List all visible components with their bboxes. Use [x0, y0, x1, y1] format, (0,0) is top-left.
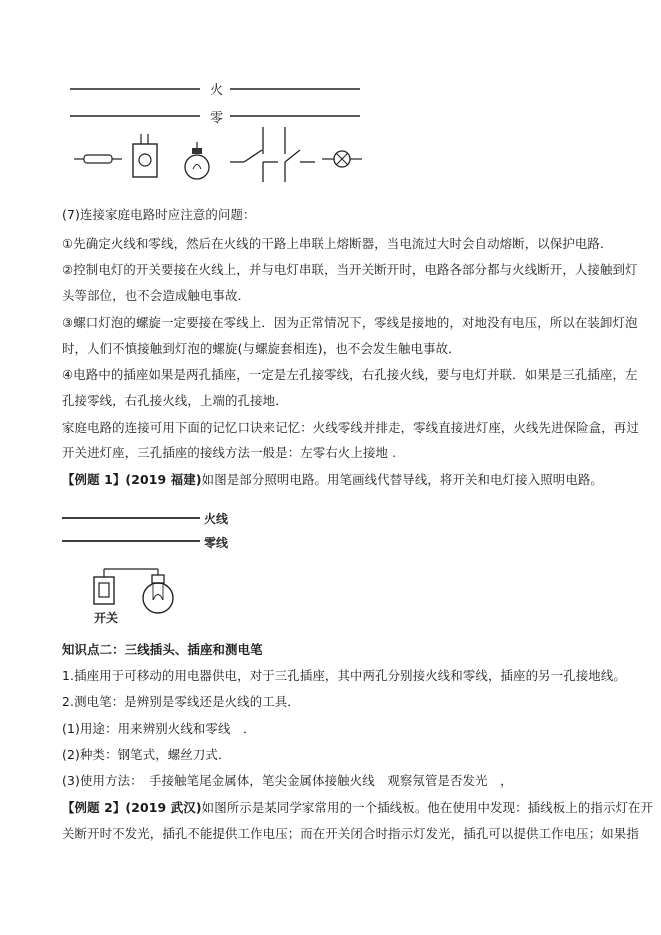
example-1-text: 如图是部分照明电路。用笔画线代替导线，将开关和电灯接入照明电路。 [201, 472, 603, 487]
live-wire-label-2: 火线 [204, 512, 229, 526]
figure-lighting-circuit [60, 505, 250, 630]
example-2-text: 如图所示是某同学家常用的一个插线板。他在使用中发现：插线板上的指示灯在开 [201, 800, 654, 815]
switch-box-symbol [133, 134, 157, 177]
section-2-paragraph-1: 1.插座用于可移动的用电器供电，对于三孔插座，其中两孔分别接火线和零线，插座的另一孔接地线。 [62, 668, 626, 683]
notes-heading: (7)连接家庭电路时应注意的问题： [62, 207, 256, 222]
lamp-symbol [322, 151, 362, 167]
neutral-wire-label-2: 零线 [204, 536, 229, 550]
double-throw-switch-symbol [230, 127, 315, 182]
tester-use: (1)用途：用来辨别火线和零线 ． [62, 721, 256, 736]
tester-method: (3)使用方法： 手接触笔尾金属体，笔尖金属体接触火线 观察氖管是否发光 ， [62, 773, 513, 788]
neutral-wire-label: 零 [210, 111, 224, 126]
example-1 [62, 472, 607, 488]
mnemonic-line-2: 开关进灯座，三孔插座的接线方法一般是：左零右火上接地 . [62, 445, 397, 460]
note-item-1: ①先确定火线和零线，然后在火线的干路上串联上熔断器，当电流过大时会自动熔断，以保护电路． [62, 236, 613, 251]
bulb-symbol [185, 142, 209, 179]
example-2-line-1 [62, 800, 654, 816]
mnemonic-line-1: 家庭电路的连接可用下面的记忆口诀来记忆：火线零线并排走，零线直接进灯座，火线先进保险盒，再过 [62, 420, 639, 435]
fuse-symbol [74, 155, 122, 163]
note-item-3-line-1: ③螺口灯泡的螺旋一定要接在零线上．因为正常情况下，零线是接地的，对地没有电压，所以在装卸灯泡 [62, 315, 638, 330]
live-wire-label: 火 [210, 83, 224, 98]
tester-types: (2)种类：钢笔式，螺丝刀式． [62, 747, 231, 762]
figure-household-circuit-symbols [60, 72, 380, 192]
section-2-paragraph-2: 2.测电笔：是辨别是零线还是火线的工具． [62, 694, 300, 709]
note-item-2-line-1: ②控制电灯的开关要接在火线上，并与电灯串联，当开关断开时，电路各部分都与火线断开，人接触到灯 [62, 262, 638, 277]
example-2-line-2: 关断开时不发光，插孔不能提供工作电压；而在开关闭合时指示灯发光，插孔可以提供工作电压；如果指 [62, 826, 639, 841]
note-item-4-line-1: ④电路中的插座如果是两孔插座，一定是左孔接零线，右孔接火线，要与电灯并联．如果是三孔插座，左 [62, 367, 638, 382]
example-1-tag: 【例题 1】(2019 福建) [62, 472, 202, 487]
note-item-4-line-2: 孔接零线，右孔接火线，上端的孔接地． [62, 393, 288, 408]
example-2-tag: 【例题 2】(2019 武汉) [62, 800, 202, 815]
bulb-icon [143, 569, 173, 613]
note-item-2-line-2: 头等部位，也不会造成触电事故． [62, 288, 251, 303]
note-item-3-line-2: 时，人们不慎接触到灯泡的螺旋(与螺旋套相连)，也不会发生触电事故． [62, 341, 461, 356]
switch-label: 开关 [94, 611, 119, 625]
section-2-title: 知识点二：三线插头、插座和测电笔 [62, 642, 263, 657]
